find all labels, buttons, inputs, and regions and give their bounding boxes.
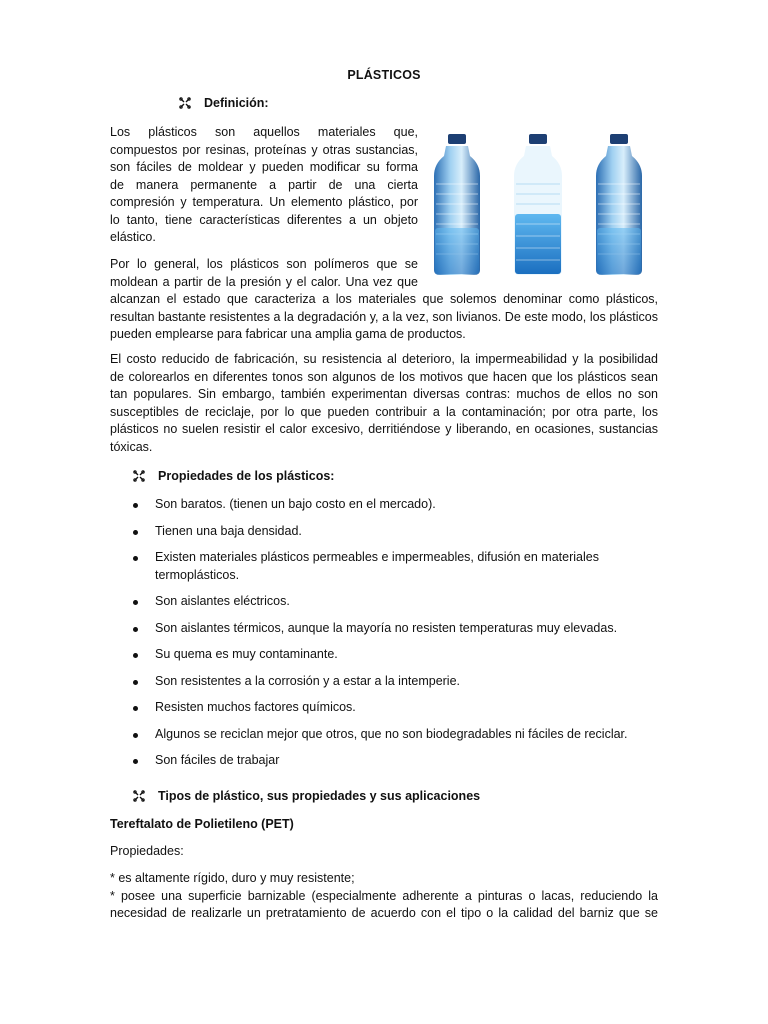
round-bullet (133, 706, 138, 711)
paragraph-line: lo tanto, tiene características diferentes a un objeto (110, 212, 418, 227)
round-bullet (133, 556, 138, 561)
round-bullet (133, 530, 138, 535)
list-item (110, 523, 670, 541)
paragraph-line: susceptibles de reciclaje, por lo que pueden contribuir a la contaminación; por otra parte, los (110, 404, 658, 419)
round-bullet (133, 680, 138, 685)
list-item (110, 549, 670, 584)
round-bullet (133, 600, 138, 605)
paragraph-line: * posee una superficie barnizable (especialmente adherente a pinturas o lacas, reduciendo la (110, 888, 658, 903)
list-item (110, 593, 670, 611)
list-item-text: Tienen una baja densidad. (155, 523, 302, 538)
paragraph-line: * es altamente rígido, duro y muy resistente; (110, 871, 355, 885)
list-item-text: Algunos se reciclan mejor que otros, que no son biodegradables ni fáciles de reciclar. (155, 726, 628, 741)
list-item (110, 673, 670, 691)
paragraph-line: El costo reducido de fabricación, su resistencia al deterioro, la impermeabilidad y la posibilidad (110, 352, 658, 366)
round-bullet (133, 759, 138, 764)
list-item-text: Son baratos. (tienen un bajo costo en el mercado). (155, 497, 436, 511)
paragraph-line: compuestos por resinas, proteínas y otras sustancias, (110, 142, 418, 157)
paragraph-line: de colorearlos en diferentes tonos son algunos de los motivos que hacen que los plásticos sean (110, 369, 658, 384)
x-cross-bullet-icon (132, 789, 146, 803)
definicion-label: Definición: (204, 96, 269, 110)
bottle-left (434, 134, 480, 275)
paragraph-line: tan populares. Sin embargo, también experimentan diversas contras: muchos de ellos no son (110, 387, 658, 401)
propiedades-heading (132, 469, 334, 483)
definition-paragraph (110, 124, 418, 247)
paragraph-line: moldean a partir de la presión y el calor. Una vez que (110, 274, 418, 289)
paragraph-line: Por lo general, los plásticos son polímeros que se (110, 257, 418, 271)
list-item (110, 646, 670, 664)
pet-heading: Tereftalato de Polietileno (PET) (110, 817, 294, 831)
pet-subheading: Propiedades: (110, 844, 184, 858)
list-item-text: Su quema es muy contaminante. (155, 647, 338, 661)
properties-list (110, 496, 670, 779)
paragraph-line: resultan bastante resistentes a la degradación y, a la vez, son livianos. De este modo, los plásticos (110, 309, 658, 324)
bottle-right (596, 134, 642, 275)
tipos-heading (132, 789, 480, 803)
x-cross-bullet-icon (132, 469, 146, 483)
paragraph-line: compresión y temperatura. Un elemento plástico, por (110, 195, 418, 209)
list-item-text: Resisten muchos factores químicos. (155, 700, 356, 714)
paragraph-line: pueden emplearse para fabricar una amplia gama de productos. (110, 327, 466, 341)
water-bottles-image (430, 132, 648, 277)
paragraph-line: plásticos no suelen resistir el calor excesivo, derritiéndose y liberando, en ocasiones, sustancias (110, 422, 658, 436)
round-bullet (133, 627, 138, 632)
list-item (110, 699, 670, 717)
list-item (110, 752, 670, 770)
list-item-text: Son aislantes eléctricos. (155, 594, 290, 608)
list-item (110, 496, 670, 514)
x-cross-bullet-icon (178, 96, 192, 110)
paragraph-line: de manera permanente a partir de una cierta (110, 177, 418, 192)
page-title: PLÁSTICOS (347, 68, 421, 82)
list-item-text: Son aislantes térmicos, aunque la mayoría no resisten temperaturas muy elevadas. (155, 620, 618, 635)
pet-properties-paragraph (110, 870, 658, 923)
list-item (110, 620, 670, 638)
paragraph-line: son fáciles de moldear y pueden modificar su forma (110, 160, 418, 174)
round-bullet (133, 733, 138, 738)
paragraph-line: Los plásticos son aquellos materiales que, (110, 125, 418, 139)
list-item-text: termoplásticos. (155, 567, 240, 582)
polymers-paragraph-start (110, 256, 418, 291)
paragraph-line: tóxicas. (110, 439, 153, 454)
round-bullet (133, 503, 138, 508)
tipos-label: Tipos de plástico, sus propiedades y sus aplicaciones (158, 789, 481, 803)
list-item-text: Son fáciles de trabajar (155, 753, 280, 767)
list-item-text: Existen materiales plásticos permeables e impermeables, difusión en materiales (155, 550, 599, 564)
paragraph-line: alcanzan el estado que caracteriza a los materiales que solemos denominar como plásticos, (110, 292, 658, 306)
list-item (110, 726, 670, 744)
polymers-paragraph-rest (110, 291, 658, 344)
cost-paragraph (110, 351, 658, 456)
round-bullet (133, 653, 138, 658)
paragraph-line: necesidad de realizarle un pretratamiento de acuerdo con el tipo o la calidad del barniz que se (110, 906, 658, 920)
propiedades-label: Propiedades de los plásticos: (158, 469, 335, 483)
list-item-text: Son resistentes a la corrosión y a estar a la intemperie. (155, 673, 461, 688)
paragraph-line: elástico. (110, 230, 156, 244)
definicion-heading (178, 96, 269, 110)
bottle-middle (514, 134, 562, 275)
